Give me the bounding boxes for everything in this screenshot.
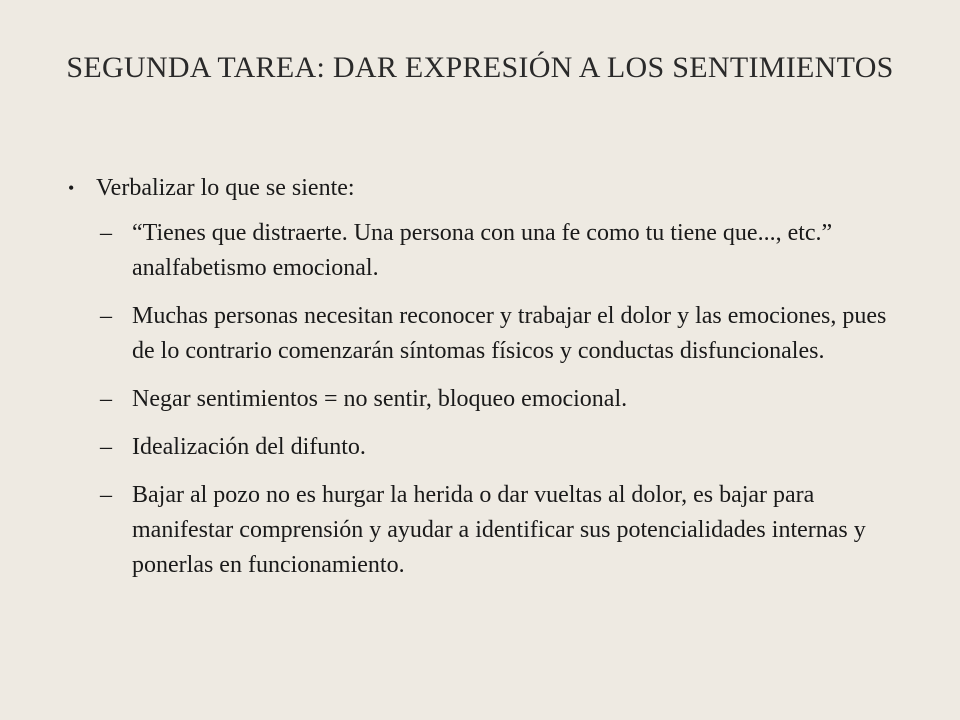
- bullet-dot-icon: •: [68, 178, 75, 198]
- sub-item-text: Negar sentimientos = no sentir, bloqueo emocional.: [132, 386, 628, 412]
- sub-item-4: [68, 430, 902, 465]
- sub-item-text: Bajar al pozo no es hurgar la herida o dar vueltas al dolor, es bajar para manifestar comprensión y ayudar a identificar sus potencialidades internas y ponerlas en funcionamiento.: [132, 482, 866, 578]
- sub-item-3: [68, 382, 902, 417]
- dash-icon: –: [100, 386, 112, 412]
- sub-item-1: [68, 216, 902, 286]
- sub-item-text: Muchas personas necesitan reconocer y trabajar el dolor y las emociones, pues de lo contrario comenzarán síntomas físicos y conductas disfuncionales.: [132, 303, 887, 364]
- slide-title: SEGUNDA TAREA: DAR EXPRESIÓN A LOS SENTIMIENTOS: [66, 51, 894, 84]
- sub-item-text: “Tienes que distraerte. Una persona con una fe como tu tiene que..., etc.” analfabetismo emocional.: [132, 220, 833, 281]
- dash-icon: –: [100, 220, 112, 246]
- bullet-text: Verbalizar lo que se siente:: [96, 175, 355, 201]
- dash-icon: –: [100, 303, 112, 329]
- dash-icon: –: [100, 434, 112, 460]
- dash-icon: –: [100, 482, 112, 508]
- sub-item-text: Idealización del difunto.: [132, 434, 366, 460]
- bullet-item: [68, 170, 908, 206]
- slide-content: [68, 170, 908, 596]
- sub-item-2: [68, 299, 902, 369]
- sub-item-5: [68, 478, 902, 583]
